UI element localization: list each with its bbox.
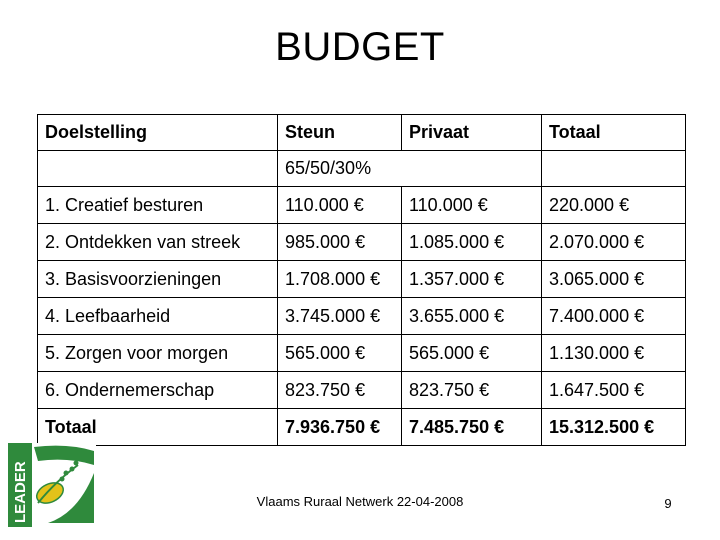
row-doelstelling: 2. Ontdekken van streek	[38, 224, 278, 261]
footer-text: Vlaams Ruraal Netwerk 22-04-2008	[256, 494, 464, 509]
row-totaal: 3.065.000 €	[542, 261, 686, 298]
row-doelstelling: 4. Leefbaarheid	[38, 298, 278, 335]
row-steun: 3.745.000 €	[278, 298, 402, 335]
subheader-steun-percentages: 65/50/30%	[278, 151, 542, 187]
table-row	[38, 261, 686, 298]
table-subheader-row	[38, 151, 686, 187]
row-totaal: 1.130.000 €	[542, 335, 686, 372]
table-total-row	[38, 409, 686, 446]
table-row	[38, 372, 686, 409]
row-steun: 823.750 €	[278, 372, 402, 409]
table-row	[38, 298, 686, 335]
total-label: Totaal	[38, 409, 278, 446]
row-privaat: 110.000 €	[402, 187, 542, 224]
budget-table	[37, 114, 686, 446]
total-totaal: 15.312.500 €	[542, 409, 686, 446]
table-row	[38, 335, 686, 372]
row-totaal: 7.400.000 €	[542, 298, 686, 335]
total-steun: 7.936.750 €	[278, 409, 402, 446]
total-privaat: 7.485.750 €	[402, 409, 542, 446]
slide-title: BUDGET	[275, 25, 445, 69]
row-privaat: 1.085.000 €	[402, 224, 542, 261]
row-doelstelling: 3. Basisvoorzieningen	[38, 261, 278, 298]
row-totaal: 2.070.000 €	[542, 224, 686, 261]
row-steun: 985.000 €	[278, 224, 402, 261]
row-privaat: 3.655.000 €	[402, 298, 542, 335]
row-steun: 1.708.000 €	[278, 261, 402, 298]
row-doelstelling: 5. Zorgen voor morgen	[38, 335, 278, 372]
header-steun: Steun	[278, 115, 402, 151]
table-row	[38, 187, 686, 224]
row-steun: 565.000 €	[278, 335, 402, 372]
header-totaal: Totaal	[542, 115, 686, 151]
subheader-empty	[38, 151, 278, 187]
subheader-empty	[542, 151, 686, 187]
page-number: 9	[664, 496, 672, 511]
row-steun: 110.000 €	[278, 187, 402, 224]
header-doelstelling: Doelstelling	[38, 115, 278, 151]
row-totaal: 1.647.500 €	[542, 372, 686, 409]
row-privaat: 1.357.000 €	[402, 261, 542, 298]
leader-logo	[8, 443, 96, 527]
row-doelstelling: 1. Creatief besturen	[38, 187, 278, 224]
row-privaat: 823.750 €	[402, 372, 542, 409]
logo-text: LEADER	[12, 461, 29, 523]
row-doelstelling: 6. Ondernemerschap	[38, 372, 278, 409]
table-header-row	[38, 115, 686, 151]
header-privaat: Privaat	[402, 115, 542, 151]
row-totaal: 220.000 €	[542, 187, 686, 224]
table-row	[38, 224, 686, 261]
row-privaat: 565.000 €	[402, 335, 542, 372]
